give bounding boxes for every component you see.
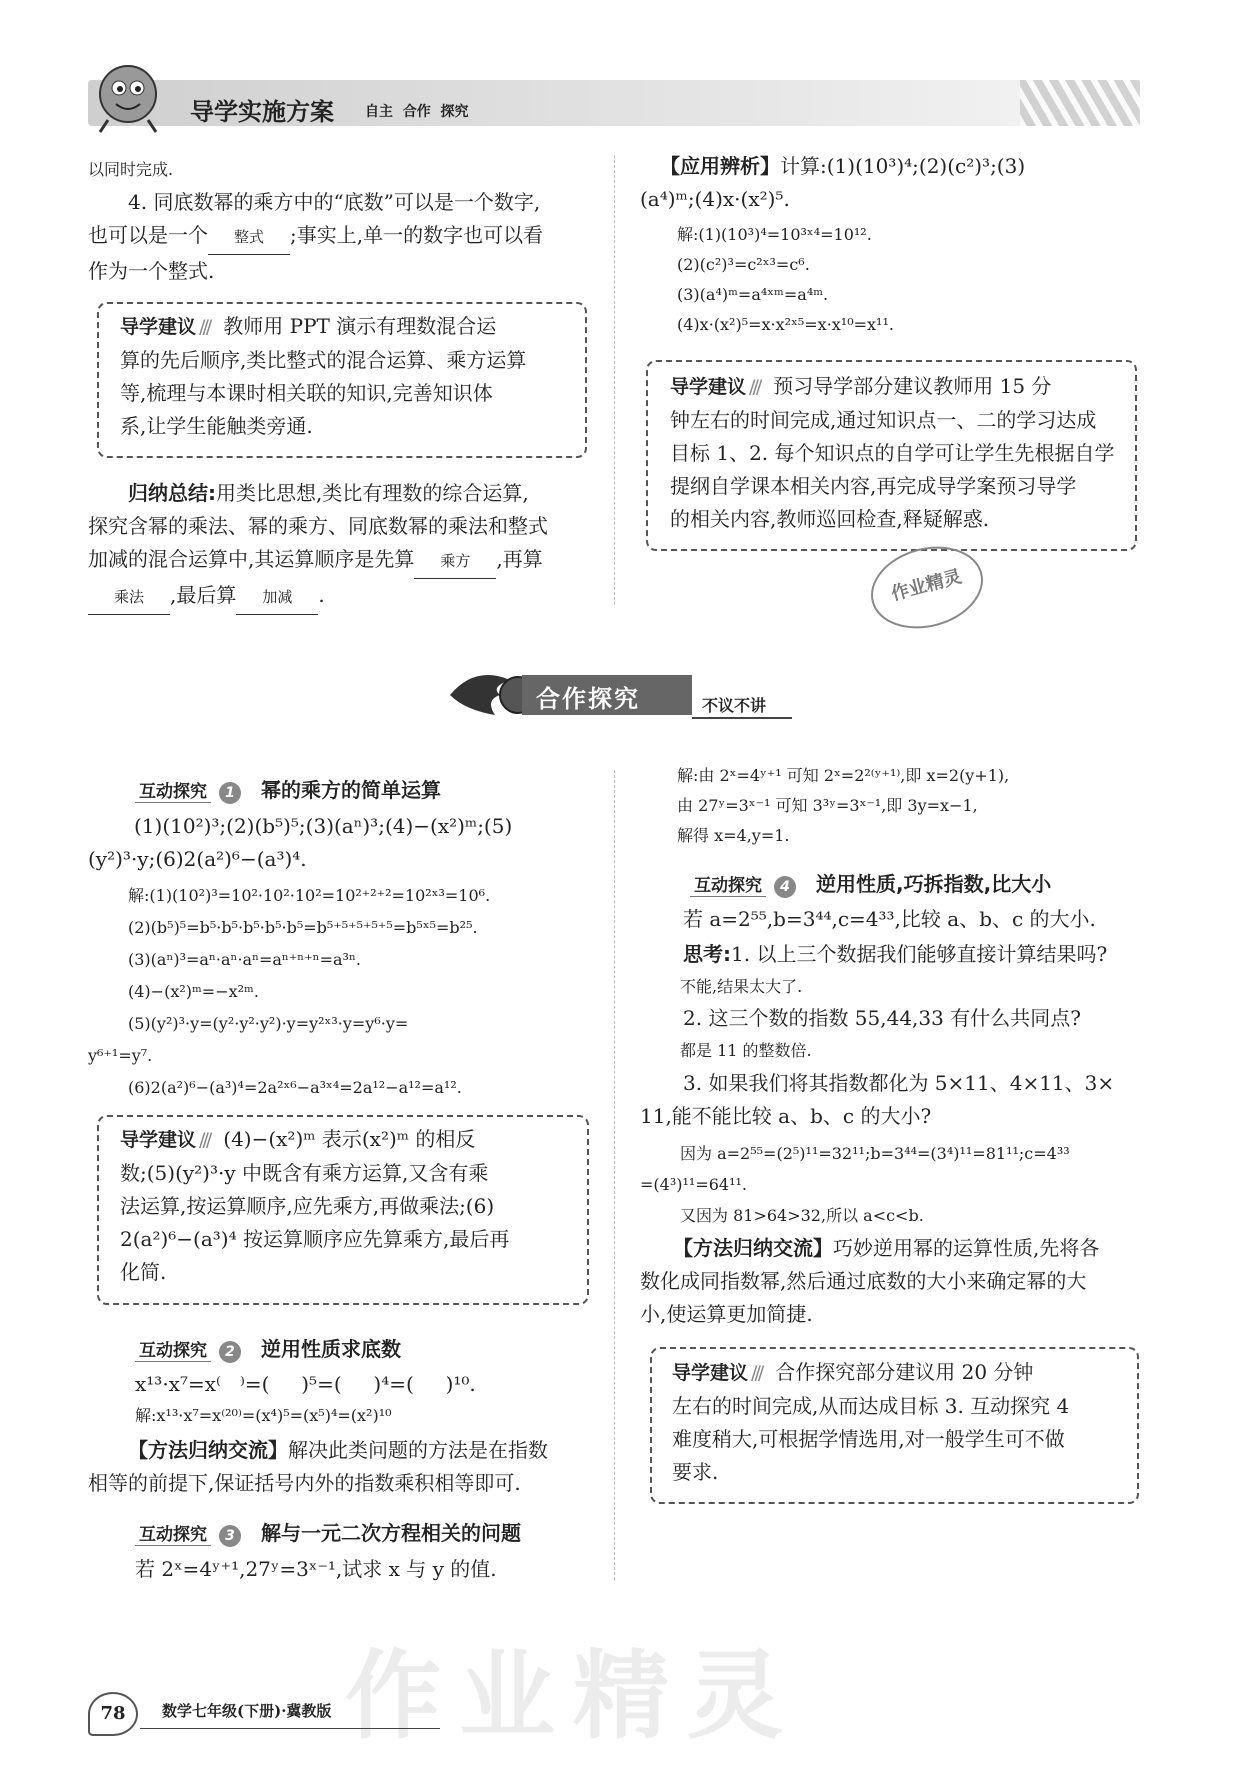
- section-title: 合作探究: [536, 685, 640, 713]
- summary-text: 探究含幂的乘法、幂的乘方、同底数幂的乘法和整式: [88, 514, 548, 538]
- method-text: 小,使运算更加简捷.: [640, 1302, 813, 1326]
- item4-line2: [88, 219, 593, 255]
- page-number-badge: [88, 1692, 138, 1736]
- apply-analysis: [640, 150, 1145, 216]
- explore-heading-3: [135, 1517, 521, 1547]
- continued-text: 以同时完成.: [88, 160, 174, 179]
- answer-line: =(4³)¹¹=64¹¹.: [640, 1175, 747, 1194]
- tip-text: 算的先后顺序,类比整式的混合运算、乘方运算: [120, 348, 527, 372]
- answer-line: 因为 a=2⁵⁵=(2⁵)¹¹=32¹¹;b=3⁴⁴=(3⁴)¹¹=81¹¹;c=4³³: [680, 1144, 1070, 1163]
- column-divider-top: [614, 155, 615, 605]
- tip-tag: 导学建议 ///: [670, 371, 759, 404]
- think-text: 1. 以上三个数据我们能够直接计算结果吗?: [731, 942, 1108, 966]
- section-subtitle: 不议不讲: [702, 696, 767, 715]
- question-3: 若 2ˣ=4ʸ⁺¹,27ʸ=3ˣ⁻¹,试求 x 与 y 的值.: [135, 1557, 497, 1581]
- solution-line: (6)2(a²)⁶−(a³)⁴=2a²ˣ⁶−a³ˣ⁴=2a¹²−a¹²=a¹².: [128, 1078, 462, 1097]
- think-2: 2. 这三个数的指数 55,44,33 有什么共同点?: [683, 1006, 1081, 1030]
- solution-line: 由 27ʸ=3ˣ⁻¹ 可知 3³ʸ=3ˣ⁻¹,即 3y=x−1,: [677, 796, 978, 815]
- explore-title: 逆用性质,巧拆指数,比大小: [816, 872, 1052, 896]
- tip-text: 目标 1、2. 每个知识点的自学可让学生先根据自学: [670, 441, 1115, 465]
- solution-2: 解:x¹³·x⁷=x⁽²⁰⁾=(x⁴)⁵=(x⁵)⁴=(x²)¹⁰: [135, 1406, 392, 1425]
- method-label: 【方法归纳交流】: [128, 1438, 288, 1462]
- number-badge: 1: [219, 782, 241, 804]
- tip-text: 教师用 PPT 演示有理数混合运: [223, 314, 497, 338]
- item4-text: ;事实上,单一的数字也可以看: [290, 223, 544, 247]
- tip-text: 合作探究部分建议用 20 分钟: [775, 1360, 1034, 1384]
- watermark: 作业精灵: [345, 1639, 801, 1752]
- solution-line: (5)(y²)³·y=(y²·y²·y²)·y=y²ˣ³·y=y⁶·y=: [128, 1014, 409, 1033]
- tip-2: [670, 370, 1125, 536]
- method-summary-1: [88, 1434, 598, 1500]
- tip-text: 数;(5)(y²)³·y 中既含有乘方运算,又含有乘: [120, 1161, 489, 1185]
- method-text: 相等的前提下,保证括号内外的指数乘积相等即可.: [88, 1471, 521, 1495]
- method-label: 【方法归纳交流】: [673, 1236, 833, 1260]
- tip-text: 预习导学部分建议教师用 15 分: [773, 374, 1052, 398]
- column-divider-bottom: [614, 770, 615, 1580]
- tip-4: [672, 1356, 1127, 1489]
- apply-text: (a⁴)ᵐ;(4)x·(x²)⁵.: [640, 187, 790, 211]
- question-1: [88, 810, 598, 876]
- explore-label: 互动探究: [135, 777, 211, 803]
- section-underline: [692, 717, 792, 719]
- question-text: (y²)³·y;(6)2(a²)⁶−(a³)⁴.: [88, 847, 307, 871]
- solution-line: (3)(a⁴)ᵐ=a⁴ˣᵐ=a⁴ᵐ.: [677, 285, 829, 304]
- mascot-icon: [88, 58, 168, 138]
- footer-line: [140, 1728, 440, 1729]
- tip-1: [120, 310, 570, 443]
- method-text: 巧妙逆用幂的运算性质,先将各: [833, 1236, 1100, 1260]
- tip-text: 化简.: [120, 1260, 167, 1284]
- section-banner: [440, 665, 800, 725]
- explore-heading-2: [135, 1333, 401, 1363]
- tip-tag: 导学建议 ///: [120, 1124, 209, 1157]
- summary-text: 加减的混合运算中,其运算顺序是先算: [88, 547, 415, 571]
- tip-tag: 导学建议 ///: [672, 1357, 761, 1390]
- question-4: 若 a=2⁵⁵,b=3⁴⁴,c=4³³,比较 a、b、c 的大小.: [683, 907, 1096, 931]
- explore-title: 幂的乘方的简单运算: [261, 778, 441, 802]
- solution-line: (3)(aⁿ)³=aⁿ·aⁿ·aⁿ=aⁿ⁺ⁿ⁺ⁿ=a³ⁿ.: [128, 950, 361, 969]
- solution-line: (2)(b⁵)⁵=b⁵·b⁵·b⁵·b⁵·b⁵=b⁵⁺⁵⁺⁵⁺⁵⁺⁵=b⁵ˣ⁵=b²⁵.: [128, 918, 478, 937]
- header-stripes: [1020, 80, 1140, 126]
- explore-title: 逆用性质求底数: [261, 1337, 401, 1361]
- solution-line: y⁶⁺¹=y⁷.: [88, 1046, 153, 1065]
- explore-heading-1: [135, 774, 441, 804]
- apply-solution: [677, 220, 894, 340]
- solution-line: 解:(1)(10²)³=10²·10²·10²=10²⁺²⁺²=10²ˣ³=10⁶.: [128, 886, 491, 905]
- solution-line: 解:(1)(10³)⁴=10³ˣ⁴=10¹².: [677, 225, 872, 244]
- tip-text: 要求.: [672, 1460, 719, 1484]
- answer-blank: 乘方: [414, 545, 496, 579]
- summary: [88, 477, 598, 615]
- tip-text: 难度稍大,可根据学情选用,对一般学生可不做: [672, 1427, 1065, 1451]
- number-badge: 3: [219, 1525, 241, 1547]
- number-badge: 4: [774, 876, 796, 898]
- summary-text: 用类比思想,类比有理数的综合运算,: [216, 481, 529, 505]
- explore-title: 解与一元二次方程相关的问题: [261, 1521, 521, 1545]
- number-badge: 2: [219, 1341, 241, 1363]
- summary-text: ,再算: [496, 547, 543, 571]
- think-1: [683, 938, 1107, 971]
- explore-label: 互动探究: [135, 1520, 211, 1546]
- question-text: (1)(10²)³;(2)(b⁵)⁵;(3)(aⁿ)³;(4)−(x²)ᵐ;(5): [134, 814, 513, 838]
- answer-line: 又因为 81>64>32,所以 a<c<b.: [680, 1206, 924, 1225]
- answer-2: 都是 11 的整数倍.: [680, 1041, 812, 1060]
- method-text: 数化成同指数幂,然后通过底数的大小来确定幂的大: [640, 1269, 1087, 1293]
- think-text: 11,能不能比较 a、b、c 的大小?: [640, 1104, 932, 1128]
- tip-text: 左右的时间完成,从而达成目标 3. 互动探究 4: [672, 1394, 1070, 1418]
- item4-line3: 作为一个整式.: [88, 259, 215, 283]
- tip-text: 等,梳理与本课时相关联的知识,完善知识体: [120, 381, 493, 405]
- book-title: 数学七年级(下册)·冀教版: [162, 1702, 332, 1720]
- summary-text: ,最后算: [170, 583, 237, 607]
- apply-label: 【应用辨析】: [660, 154, 780, 178]
- answer-1: 不能,结果太大了.: [680, 977, 803, 996]
- solution-line: (4)−(x²)ᵐ=−x²ᵐ.: [128, 982, 259, 1001]
- summary-text: .: [318, 583, 325, 607]
- tip-text: 系,让学生能触类旁通.: [120, 414, 313, 438]
- answer-blank: 加减: [236, 581, 318, 615]
- solution-line: (2)(c²)³=c²ˣ³=c⁶.: [677, 255, 810, 274]
- solution-line: (4)x·(x²)⁵=x·x²ˣ⁵=x·x¹⁰=x¹¹.: [677, 315, 894, 334]
- think-label: 思考:: [683, 942, 731, 966]
- explore-heading-4: [690, 868, 1051, 898]
- tip-text: 2(a²)⁶−(a³)⁴ 按运算顺序应先算乘方,最后再: [120, 1227, 510, 1251]
- method-text: 解决此类问题的方法是在指数: [288, 1438, 548, 1462]
- solution-line: 解得 x=4,y=1.: [677, 826, 790, 845]
- explore-label: 互动探究: [690, 871, 766, 897]
- tip-text: 的相关内容,教师巡回检查,释疑解惑.: [670, 507, 990, 531]
- header-subtitle: 自主 合作 探究: [365, 104, 469, 120]
- tip-text: (4)−(x²)ᵐ 表示(x²)ᵐ 的相反: [223, 1127, 476, 1151]
- answer-3: [640, 1138, 1145, 1231]
- item-4: [88, 186, 593, 288]
- summary-label: 归纳总结:: [128, 481, 216, 505]
- stamp-text: 作业精灵: [888, 566, 964, 606]
- solution-line: 解:由 2ˣ=4ʸ⁺¹ 可知 2ˣ=2²⁽ʸ⁺¹⁾,即 x=2(y+1),: [677, 766, 1010, 785]
- solution-3: [677, 761, 1009, 851]
- question-2: x¹³·x⁷=x⁽ ⁾=( )⁵=( )⁴=( )¹⁰.: [135, 1372, 476, 1396]
- answer-blank: 乘法: [88, 581, 170, 615]
- explore-label: 互动探究: [135, 1336, 211, 1362]
- tip-3: [120, 1123, 575, 1289]
- think-text: 3. 如果我们将其指数都化为 5×11、4×11、3×: [683, 1071, 1115, 1095]
- answer-blank: 整式: [208, 221, 290, 255]
- tip-text: 法运算,按运算顺序,应先乘方,再做乘法;(6): [120, 1194, 495, 1218]
- think-3: [640, 1067, 1145, 1133]
- header-title: 导学实施方案: [190, 98, 334, 126]
- tip-text: 钟左右的时间完成,通过知识点一、二的学习达成: [670, 408, 1097, 432]
- page-number: 78: [100, 1703, 126, 1724]
- method-summary-2: [640, 1232, 1145, 1331]
- tip-tag: 导学建议 ///: [120, 311, 209, 344]
- apply-text: 计算:(1)(10³)⁴;(2)(c²)³;(3): [780, 154, 1026, 178]
- tip-text: 提纲自学课本相关内容,再完成导学案预习导学: [670, 474, 1077, 498]
- item4-text: 也可以是一个: [88, 223, 208, 247]
- solution-1: [88, 880, 598, 1104]
- item4-line1: 4. 同底数幂的乘方中的“底数”可以是一个数字,: [128, 190, 541, 214]
